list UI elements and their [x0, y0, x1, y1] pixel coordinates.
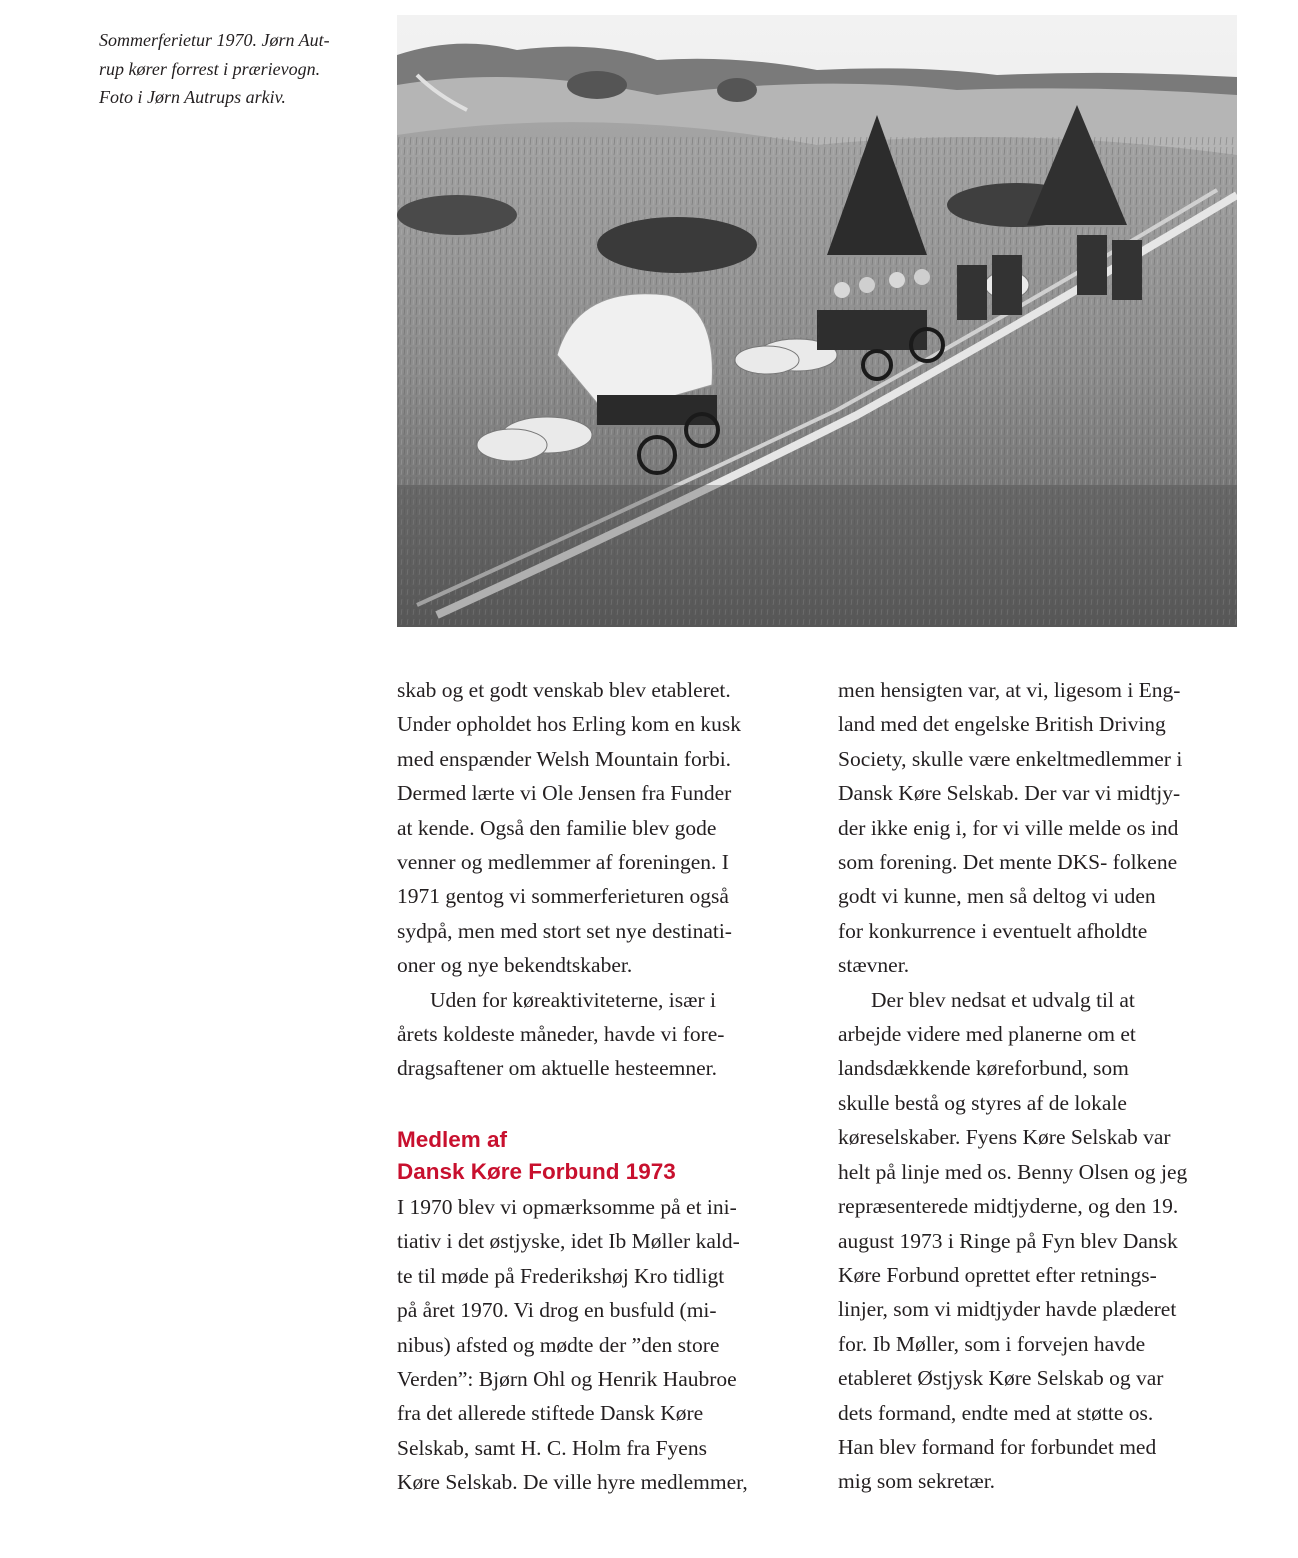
text-line: Under opholdet hos Erling kom en kusk: [397, 712, 741, 737]
text-line: dets formand, endte med at støtte os.: [838, 1400, 1154, 1425]
text-line: oner og nye bekendtskaber.: [397, 953, 633, 978]
paragraph: [397, 983, 817, 1086]
section-spacer: [397, 1086, 817, 1124]
text-line: repræsenterede midtjyderne, og den 19.: [838, 1194, 1179, 1219]
paragraph: [397, 673, 817, 983]
photo-illustration: [397, 15, 1237, 627]
text-line: Dansk Køre Selskab. Der var vi midtjy-: [838, 781, 1181, 806]
bush: [397, 195, 517, 235]
paragraph: [397, 1190, 817, 1500]
text-line: helt på linje med os. Benny Olsen og jeg: [838, 1159, 1188, 1184]
text-line: skulle bestå og styres af de lokale: [838, 1090, 1127, 1115]
text-line: sydpå, men med stort set nye destinati-: [397, 918, 732, 943]
left-text-column: [397, 673, 817, 1500]
text-line: køreselskaber. Fyens Køre Selskab var: [838, 1125, 1171, 1150]
text-line: 1971 gentog vi sommerferieturen også: [397, 884, 729, 909]
text-line: te til møde på Frederikshøj Kro tidligt: [397, 1263, 725, 1288]
paragraph: [838, 983, 1258, 1499]
text-line: godt vi kunne, men så deltog vi uden: [838, 884, 1156, 909]
bush: [717, 78, 757, 102]
text-line: Uden for køreaktiviteterne, især i: [430, 987, 716, 1012]
text-line: august 1973 i Ringe på Fyn blev Dansk: [838, 1228, 1178, 1253]
caption-line: rup kører forrest i prærievogn.: [99, 58, 321, 79]
text-line: linjer, som vi midtjyder havde plæderet: [838, 1297, 1177, 1322]
text-line: land med det engelske British Driving: [838, 712, 1166, 737]
paragraph: [838, 673, 1258, 983]
text-line: Han blev formand for forbundet med: [838, 1434, 1157, 1459]
text-line: at kende. Også den familie blev gode: [397, 815, 717, 840]
wagon-procession-photo: [397, 15, 1237, 627]
photo-caption: [99, 26, 359, 112]
text-line: Der blev nedsat et udvalg til at: [871, 987, 1135, 1012]
heading-line: Dansk Køre Forbund 1973: [397, 1158, 676, 1184]
text-line: Society, skulle være enkeltmedlemmer i: [838, 746, 1183, 771]
text-line: skab og et godt venskab blev etableret.: [397, 678, 731, 702]
text-line: på året 1970. Vi drog en busfuld (mi-: [397, 1298, 717, 1323]
text-line: Verden”: Bjørn Ohl og Henrik Haubroe: [397, 1366, 737, 1391]
text-line: for konkurrence i eventuelt afholdte: [838, 918, 1148, 943]
caption-line: Foto i Jørn Autrups arkiv.: [99, 87, 286, 107]
section-heading: [397, 1124, 817, 1188]
text-line: stævner.: [838, 953, 910, 978]
text-line: landsdækkende køreforbund, som: [838, 1056, 1129, 1081]
heading-line: Medlem af: [397, 1126, 508, 1152]
text-line: Køre Forbund oprettet efter retnings-: [838, 1262, 1157, 1287]
caption-line: Sommerferietur 1970. Jørn Aut-: [99, 30, 330, 50]
text-line: for. Ib Møller, som i forvejen havde: [838, 1331, 1146, 1356]
text-line: Køre Selskab. De ville hyre medlemmer,: [397, 1470, 748, 1495]
text-line: nibus) afsted og mødte der ”den store: [397, 1332, 720, 1357]
text-line: I 1970 blev vi opmærksomme på et ini-: [397, 1194, 737, 1219]
bush: [567, 71, 627, 99]
text-line: Dermed lærte vi Ole Jensen fra Funder: [397, 781, 732, 806]
text-line: fra det allerede stiftede Dansk Køre: [397, 1401, 704, 1426]
text-line: mig som sekretær.: [838, 1469, 996, 1494]
bush: [597, 217, 757, 273]
text-line: men hensigten var, at vi, ligesom i Eng-: [838, 678, 1181, 702]
text-line: Selskab, samt H. C. Holm fra Fyens: [397, 1435, 707, 1460]
text-line: med enspænder Welsh Mountain forbi.: [397, 746, 732, 771]
text-line: venner og medlemmer af foreningen. I: [397, 850, 729, 875]
text-line: dragsaftener om aktuelle hesteemner.: [397, 1056, 717, 1081]
text-line: som forening. Det mente DKS- folkene: [838, 850, 1178, 875]
text-line: årets koldeste måneder, havde vi fore-: [397, 1022, 725, 1047]
text-line: arbejde videre med planerne om et: [838, 1022, 1136, 1047]
text-line: etableret Østjysk Køre Selskab og var: [838, 1366, 1164, 1391]
text-line: tiativ i det østjyske, idet Ib Møller kald-: [397, 1229, 740, 1254]
right-text-column: [838, 673, 1258, 1499]
text-line: der ikke enig i, for vi ville melde os ind: [838, 815, 1179, 840]
